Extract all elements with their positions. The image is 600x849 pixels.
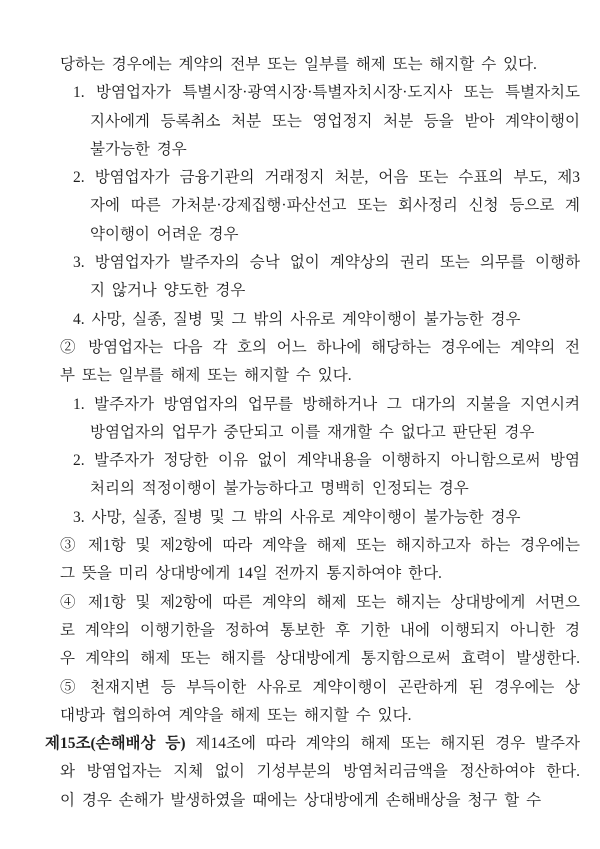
text-line: 4. 사망, 실종, 질병 및 그 밖의 사유로 계약이행이 불가능한 경우 bbox=[73, 310, 521, 328]
text-line: 그 뜻을 미리 상대방에게 14일 전까지 통지하여야 한다. bbox=[60, 565, 442, 583]
text-line: 3. 방염업자가 발주자의 승낙 없이 계약상의 권리 또는 의무를 이행하 bbox=[73, 254, 580, 272]
text-line: 3. 사망, 실종, 질병 및 그 밖의 사유로 계약이행이 불가능한 경우 bbox=[73, 508, 521, 526]
text-line: 2. 발주자가 정당한 이유 없이 계약내용을 이행하지 아니함으로써 방염 bbox=[73, 452, 580, 470]
article-15-text: 제14조에 따라 계약의 해제 또는 해지된 경우 발주자 bbox=[185, 735, 580, 753]
text-line: 와 방염업자는 지체 없이 기성부분의 방염처리금액을 정산하여야 한다. bbox=[60, 763, 580, 781]
text-line: 방염업자의 업무가 중단되고 이를 재개할 수 없다고 판단된 경우 bbox=[90, 423, 535, 441]
text-line: 우 계약의 해제 또는 해지를 상대방에게 통지함으로써 효력이 발생한다. bbox=[60, 650, 580, 668]
text-line: 부 또는 일부를 해제 또는 해지할 수 있다. bbox=[60, 367, 352, 385]
text-line: 2. 방염업자가 금융기관의 거래정지 처분, 어음 또는 수표의 부도, 제3 bbox=[73, 169, 580, 187]
clause-2-start-line: ② 방염업자는 다음 각 호의 어느 하나에 해당하는 경우에는 계약의 전 bbox=[60, 338, 580, 356]
text-line: 1. 방염업자가 특별시장·광역시장·특별자치시장·도지사 또는 특별자치도 bbox=[73, 84, 580, 102]
article-15-title: 제15조(손해배상 등) bbox=[45, 735, 186, 753]
clause-3-start-line: ③ 제1항 및 제2항에 따라 계약을 해제 또는 해지하고자 하는 경우에는 bbox=[60, 537, 580, 555]
text-line: 불가능한 경우 bbox=[90, 140, 187, 158]
page-text-block bbox=[45, 51, 580, 815]
text-line: 처리의 적정이행이 불가능하다고 명백히 인정되는 경우 bbox=[90, 480, 469, 498]
text-line: 이 경우 손해가 발생하였을 때에는 상대방에게 손해배상을 청구 할 수 bbox=[60, 791, 542, 809]
text-line: 1. 발주자가 방염업자의 업무를 방해하거나 그 대가의 지불을 지연시켜 bbox=[73, 395, 580, 413]
text-line: 지 않거나 양도한 경우 bbox=[90, 282, 246, 300]
text-line: 로 계약의 이행기한을 정하여 통보한 후 기한 내에 이행되지 아니한 경 bbox=[60, 621, 580, 639]
clause-5-start-line: ⑤ 천재지변 등 부득이한 사유로 계약이행이 곤란하게 된 경우에는 상 bbox=[60, 678, 580, 696]
text-line: 지사에게 등록취소 처분 또는 영업정지 처분 등을 받아 계약이행이 bbox=[90, 112, 580, 130]
clause-4-start-line: ④ 제1항 및 제2항에 따른 계약의 해제 또는 해지는 상대방에게 서면으 bbox=[60, 593, 580, 611]
text-line: 자에 따른 가처분·강제집행·파산선고 또는 회사정리 신청 등으로 계 bbox=[90, 197, 580, 215]
text-line: 당하는 경우에는 계약의 전부 또는 일부를 해제 또는 해지할 수 있다. bbox=[60, 56, 537, 73]
text-line: 대방과 협의하여 계약을 해제 또는 해지할 수 있다. bbox=[60, 706, 412, 724]
article-15-start-line bbox=[45, 730, 580, 758]
text-line: 약이행이 어려운 경우 bbox=[90, 225, 239, 243]
